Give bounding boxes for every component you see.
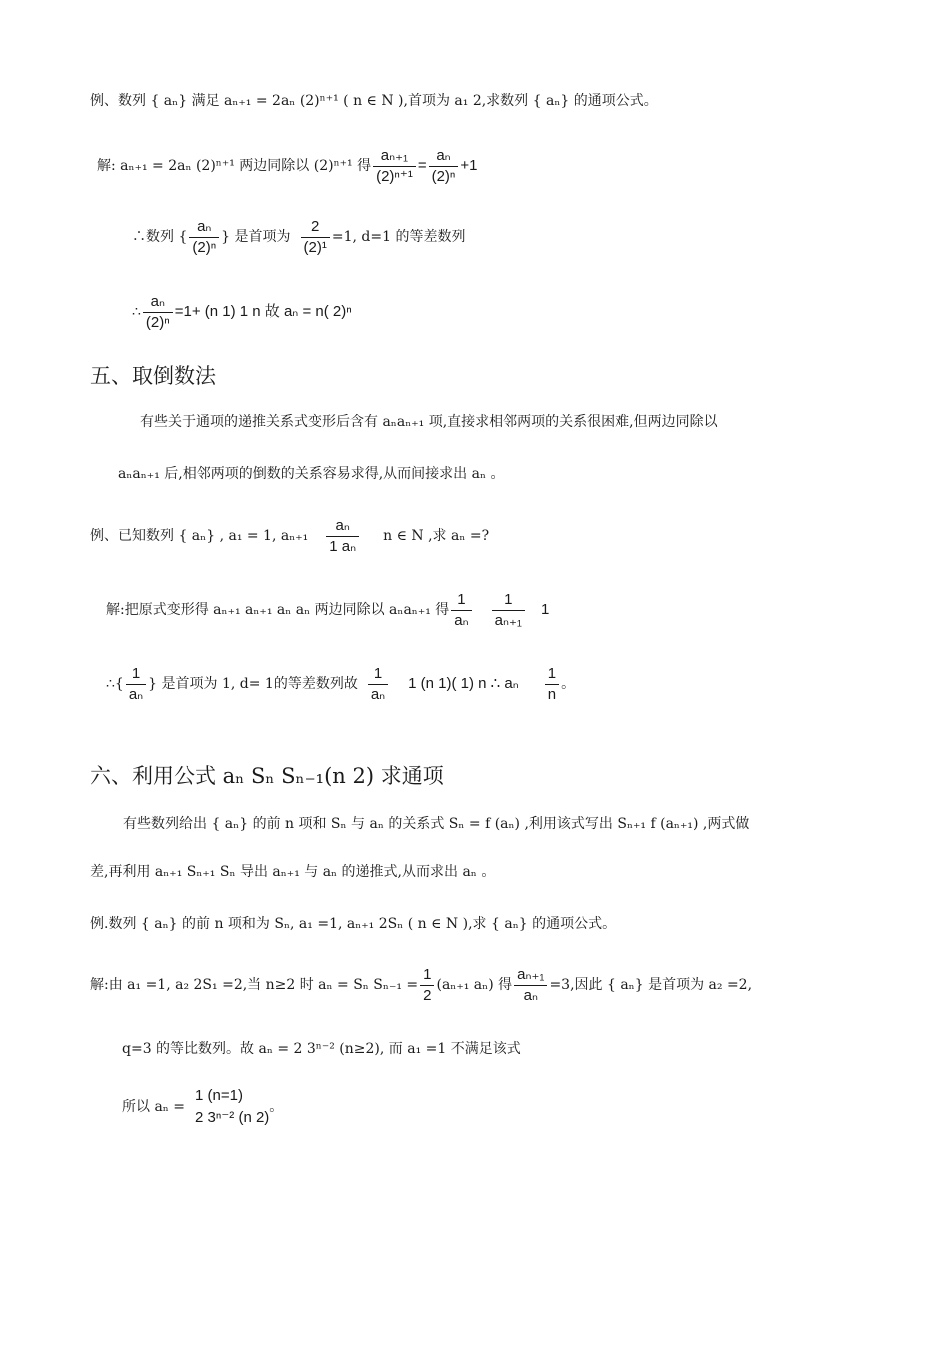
section-5-paragraph-1: 有些关于通项的递推关系式变形后含有 aₙaₙ₊₁ 项,直接求相邻两项的关系很困难,但两边同除以: [140, 414, 718, 430]
con-text: 1 (n 1)( 1) n ∴ aₙ: [408, 675, 519, 692]
section-5-heading: 五、取倒数法: [90, 364, 216, 388]
denominator: 1 aₙ: [329, 537, 357, 555]
denominator: aₙ: [454, 611, 469, 629]
numerator: 1: [451, 590, 471, 611]
plus-one: +1: [460, 157, 478, 174]
fraction: [545, 664, 559, 705]
case-2: 2 3ⁿ⁻² (n 2): [195, 1109, 270, 1126]
sol-text: } 是首项为: [221, 229, 291, 245]
denominator: aₙ: [523, 986, 538, 1004]
section-6-heading: 六、利用公式 aₙ Sₙ Sₙ₋₁(n 2) 求通项: [90, 764, 444, 788]
section-5-conclusion: [106, 661, 575, 707]
numerator: aₙ: [326, 516, 359, 537]
denominator: 2: [423, 986, 432, 1004]
numerator: aₙ₊₁: [373, 146, 416, 167]
fraction: [514, 965, 547, 1006]
therefore: ∴: [132, 304, 141, 320]
sol-text: 解:把原式变形得 aₙ₊₁ aₙ₊₁ aₙ aₙ 两边同除以 aₙaₙ₊₁ 得: [106, 602, 450, 618]
section-6-paragraph-1: 有些数列给出 { aₙ} 的前 n 项和 Sₙ 与 aₙ 的关系式 Sₙ = f (aₙ) ,利用该式写出 Sₙ₊₁ f (aₙ₊₁) ,两式做: [123, 816, 750, 832]
section-6-example: 例.数列 { aₙ} 的前 n 项和为 Sₙ, a₁ =1, aₙ₊₁ 2Sₙ ( n ∈ N ),求 { aₙ} 的通项公式。: [90, 916, 617, 932]
fraction: [126, 664, 146, 705]
section-5-example: [90, 513, 489, 559]
numerator: 1: [368, 664, 388, 685]
piecewise-label: 所以 aₙ =: [122, 1099, 186, 1115]
numerator: 2: [301, 217, 330, 238]
ex-text: n ∈ N ,求 aₙ =?: [383, 528, 490, 544]
numerator: aₙ: [189, 217, 219, 238]
sol-text: 解: aₙ₊₁ = 2aₙ (2)ⁿ⁺¹ 两边同除以 (2)ⁿ⁺¹ 得: [97, 158, 372, 174]
denominator: aₙ₊₁: [494, 611, 522, 629]
sol-text: =1+ (n 1) 1 n 故 aₙ = n( 2)ⁿ: [174, 303, 352, 320]
numerator: aₙ₊₁: [514, 965, 547, 986]
fraction: [301, 217, 330, 258]
denominator: (2)ⁿ⁺¹: [376, 167, 413, 185]
numerator: 1: [545, 664, 559, 685]
period: 。: [269, 1099, 284, 1115]
fraction: [420, 965, 434, 1006]
numerator: 1: [492, 590, 525, 611]
sol-text: (aₙ₊₁ aₙ) 得: [436, 977, 513, 993]
period: 。: [561, 676, 576, 692]
fraction: [326, 516, 359, 557]
therefore: ∴{: [106, 676, 124, 692]
con-text: } 是首项为 1, d= 1的等差数列故: [148, 676, 358, 692]
sol-text: ∴数列 {: [132, 229, 188, 245]
denominator: aₙ: [128, 685, 144, 703]
denominator: (2)ⁿ: [145, 313, 170, 331]
example-4-solution-line-1: [97, 143, 478, 189]
section-6-piecewise: [122, 1080, 283, 1134]
fraction: [492, 590, 525, 631]
section-6-solution-line-1: [90, 962, 752, 1008]
fraction: [429, 146, 459, 187]
sol-text: 1: [540, 601, 550, 618]
numerator: 1: [420, 965, 434, 986]
fraction: [368, 664, 388, 705]
case-1: 1 (n=1): [195, 1087, 243, 1104]
denominator: (2)ⁿ: [192, 238, 217, 256]
example-4-solution-line-3: [132, 289, 352, 335]
denominator: aₙ: [370, 685, 386, 703]
fraction: [189, 217, 219, 258]
ex-text: 例、已知数列 { aₙ} , a₁ = 1, aₙ₊₁: [90, 528, 309, 544]
denominator: n: [547, 685, 557, 703]
section-5-solution: [106, 587, 549, 633]
equals: =: [417, 157, 427, 174]
numerator: aₙ: [429, 146, 459, 167]
sol-text: 解:由 a₁ =1, a₂ 2S₁ =2,当 n≥2 时 aₙ = Sₙ Sₙ₋₁ =: [90, 977, 419, 993]
numerator: 1: [126, 664, 146, 685]
numerator: aₙ: [143, 292, 173, 313]
sol-text: =1, d=1 的等差数列: [331, 229, 466, 245]
section-6-solution-line-2: q=3 的等比数列。故 aₙ = 2 3ⁿ⁻² (n≥2), 而 a₁ =1 不满足该式: [122, 1041, 521, 1057]
denominator: (2)ⁿ: [431, 167, 456, 185]
section-5-paragraph-2: aₙaₙ₊₁ 后,相邻两项的倒数的关系容易求得,从而间接求出 aₙ 。: [118, 466, 505, 482]
fraction: [373, 146, 416, 187]
sol-text: =3,因此 { aₙ} 是首项为 a₂ =2,: [549, 977, 753, 993]
example-4-statement: 例、数列 { aₙ} 满足 aₙ₊₁ = 2aₙ (2)ⁿ⁺¹ ( n ∈ N ),首项为 a₁ 2,求数列 { aₙ} 的通项公式。: [90, 93, 658, 109]
fraction: [143, 292, 173, 333]
section-6-paragraph-2: 差,再利用 aₙ₊₁ Sₙ₊₁ Sₙ 导出 aₙ₊₁ 与 aₙ 的递推式,从而求出 aₙ 。: [90, 864, 496, 880]
piecewise-cases: [195, 1085, 269, 1129]
denominator: (2)¹: [303, 238, 327, 256]
example-4-solution-line-2: [132, 214, 465, 260]
fraction: [451, 590, 471, 631]
